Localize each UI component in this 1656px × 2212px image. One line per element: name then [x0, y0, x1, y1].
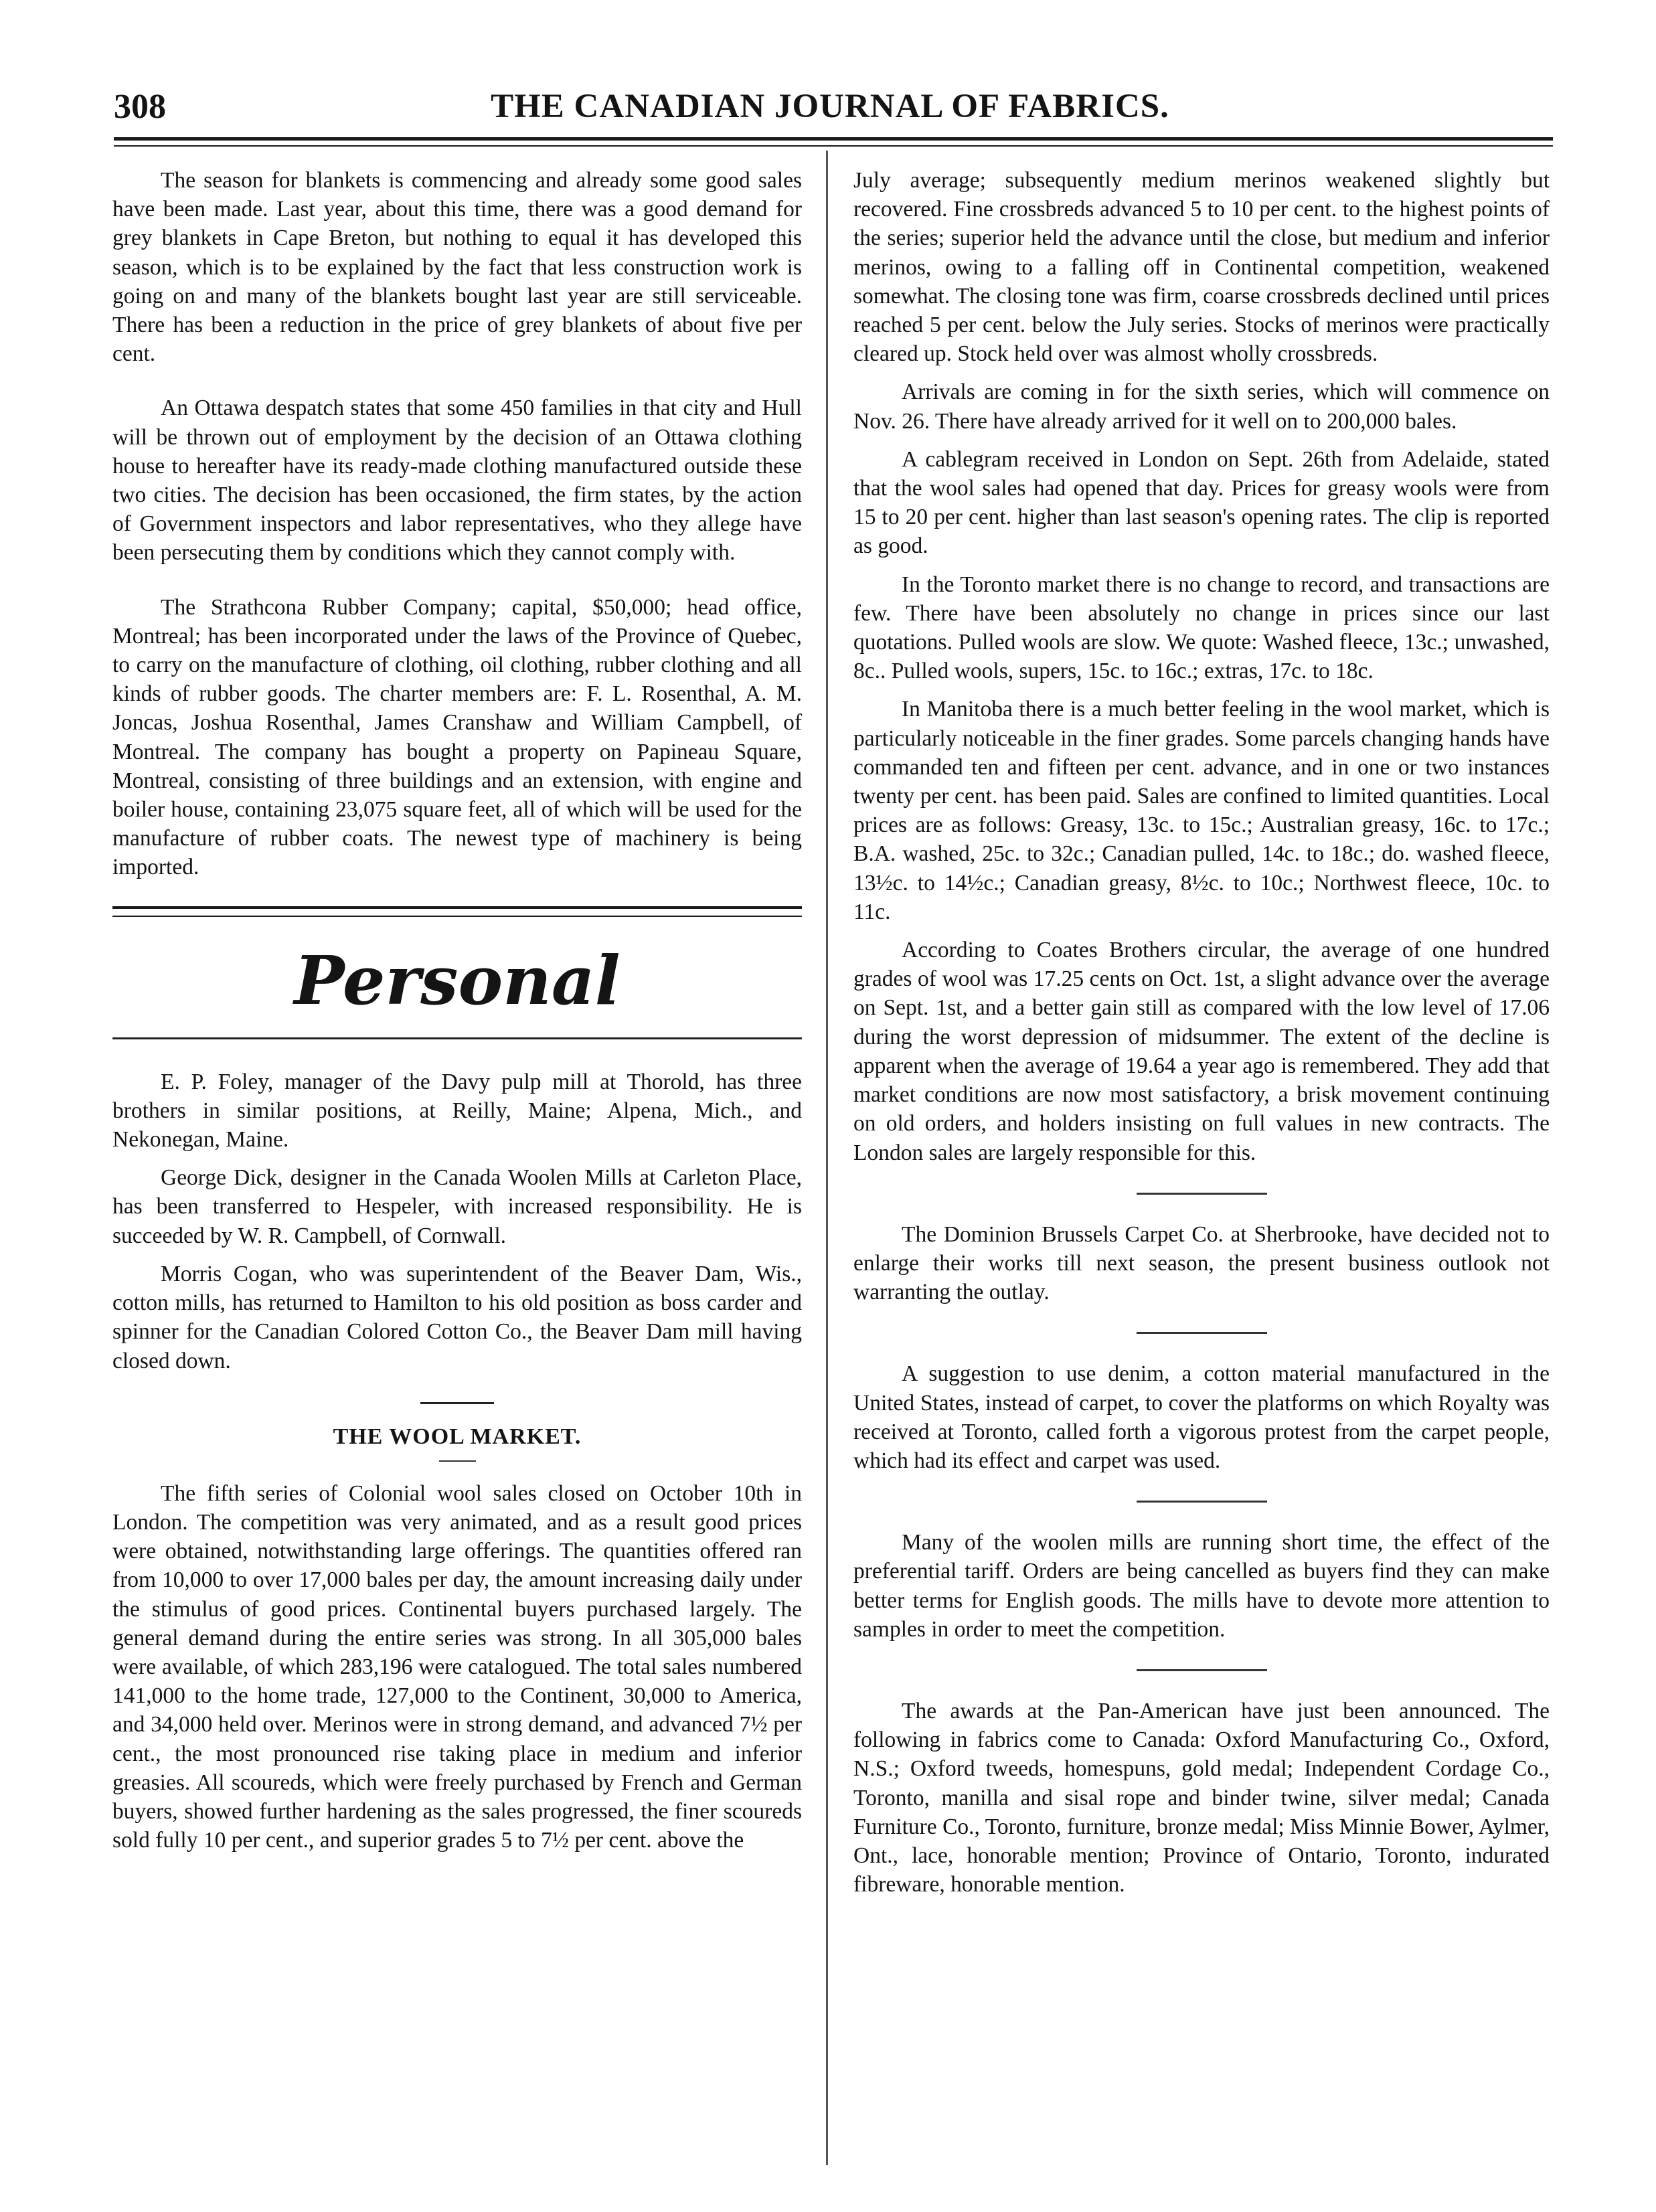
page-number: 308 [114, 88, 166, 126]
wool-market-continued-paragraph: A cablegram received in London on Sept. 26th from Adelaide, stated that the wool sales had opened that day. Prices for greasy wools were from 15 to 20 per cent. higher than last season's opening rates. The clip is reported as good. [853, 446, 1550, 559]
left-column [112, 166, 802, 1855]
wool-market-paragraph: The fifth series of Colonial wool sales closed on October 10th in London. The competition was very animated, and as a result good prices were obtained, notwithstanding large offerings. The quantities offered ran from 10,000 to over 17,000 bales per day, the amount increasing daily under the stimulus of good prices. Continental buyers purchased largely. The general demand during the entire series was strong. In all 305,000 bales were available, of which 283,196 were catalogued. The total sales numbered 141,000 to the home trade, 127,000 to the Continent, 30,000 to America, and 34,000 held over. Merinos were in strong demand, and advanced 7½ per cent., the most pronounced rise taking place in medium and inferior greasies. All scoureds, which were freely purchased by French and German buyers, showed further hardening as the sales progressed, the finer scoureds sold fully 10 per cent., and superior grades 5 to 7½ per cent. above the [112, 1480, 802, 1853]
right-column [853, 166, 1550, 1899]
wool-market-heading: THE WOOL MARKET. [333, 1424, 582, 1449]
personal-item: E. P. Foley, manager of the Davy pulp mill at Thorold, has three brothers in similar positions, at Reilly, Maine; Alpena, Mich., and Nekonegan, Maine. [112, 1069, 802, 1153]
blankets-paragraph: The season for blankets is commencing and already some good sales have been made. Last year, about this time, there was a good demand for grey blankets in Cape Breton, but nothing to equal it has developed this season, which is to be explained by the fact that less construction work is going on and many of the blankets bought last year are still serviceable. There has been a reduction in the price of grey blankets of about five per cent. [112, 168, 802, 367]
news-item: The Dominion Brussels Carpet Co. at Sherbrooke, have decided not to enlarge their works till next season, the present business outlook not warranting the outlay. [853, 1221, 1550, 1305]
wool-market-continued-paragraph: In the Toronto market there is no change to record, and transactions are few. There have been absolutely no change in prices since our last quotations. Pulled wools are slow. We quote: Washed fleece, 13c.; unwashed, 8c.. Pulled wools, supers, 15c. to 16c.; extras, 17c. to 18c. [853, 572, 1550, 684]
item-separator-rule [1137, 1669, 1267, 1671]
item-separator-rule [1137, 1332, 1267, 1334]
news-item: A suggestion to use denim, a cotton material manufactured in the United States, instead of carpet, to cover the platforms on which Royalty was received at Toronto, called forth a vigorous protest from the carpet people, which had its effect and carpet was used. [853, 1361, 1550, 1473]
ottawa-despatch-paragraph: An Ottawa despatch states that some 450 families in that city and Hull will be thrown out of employment by the decision of an Ottawa clothing house to hereafter have its ready-made clothing manufactured outside these two cities. The decision has been occasioned, the firm states, by the action of Government inspectors and labor representatives, who they allege have been persecuting them by conditions which they cannot comply with. [112, 396, 802, 566]
section-short-rule [420, 1402, 494, 1404]
strathcona-rubber-paragraph: The Strathcona Rubber Company; capital, $50,000; head office, Montreal; has been incorporated under the laws of the Province of Quebec, to carry on the manufacture of clothing, oil clothing, rubber clothing and all kinds of rubber goods. The charter members are: F. L. Rosenthal, A. M. Joncas, Joshua Rosenthal, James Cranshaw and William Campbell, of Montreal. The company has bought a property on Papineau Square, Montreal, consisting of three buildings and an extension, with engine and boiler house, containing 23,075 square feet, all of which will be used for the manufacture of rubber coats. The newest type of machinery is being imported. [112, 594, 802, 880]
wool-market-continued-paragraph: According to Coates Brothers circular, the average of one hundred grades of wool was 17.25 cents on Oct. 1st, a slight advance over the average on Sept. 1st, and a better gain still as compared with the low level of 17.06 during the worst depression of midsummer. The extent of the decline is apparent when the average of 19.64 a year ago is remembered. They add that market conditions are now most satisfactory, a brisk movement continuing on old orders, and holders insisting on full values in new contracts. The London sales are largely responsible for this. [853, 938, 1550, 1165]
wool-market-continued-paragraph: In Manitoba there is a much better feeling in the wool market, which is particularly noticeable in the finer grades. Some parcels changing hands have commanded ten and fifteen per cent. advance, and in one or two instances twenty per cent. has been paid. Sales are confined to limited quantities. Local prices are as follows: Greasy, 13c. to 15c.; Australian greasy, 16c. to 17c.; B.A. washed, 25c. to 32c.; Canadian pulled, 14c. to 18c.; do. washed fleece, 13½c. to 14½c.; Canadian greasy, 8½c. to 10c.; Northwest fleece, 10c. to 11c. [853, 697, 1550, 924]
personal-item: George Dick, designer in the Canada Woolen Mills at Carleton Place, has been transferred to Hespeler, with increased responsibility. He is succeeded by W. R. Campbell, of Cornwall. [112, 1165, 802, 1248]
column-divider [826, 151, 828, 2165]
news-item: Many of the woolen mills are running short time, the effect of the preferential tariff. Orders are being cancelled as buyers find they can make better terms for English goods. The mills have to devote more attention to samples in order to meet the competition. [853, 1530, 1550, 1642]
personal-heading-rule [112, 1037, 802, 1039]
personal-heading: Personal [294, 940, 620, 1020]
wool-market-continued-paragraph: July average; subsequently medium merinos weakened slightly but recovered. Fine crossbreds advanced 5 to 10 per cent. to the highest points of the series; superior held the advance until the close, but medium and inferior merinos, owing to a falling off in Continental competition, weakened somewhat. The closing tone was firm, coarse crossbreds declined until prices reached 5 per cent. below the July series. Stocks of merinos were practically cleared up. Stock held over was almost wholly crossbreds. [853, 168, 1550, 367]
news-item: The awards at the Pan-American have just been announced. The following in fabrics come to Canada: Oxford Manufacturing Co., Oxford, N.S.; Oxford tweeds, homespuns, gold medal; Independent Cordage Co., Toronto, manilla and sisal rope and binder twine, silver medal; Canada Furniture Co., Toronto, furniture, bronze medal; Miss Minnie Bower, Aylmer, Ont., lace, honorable mention; Province of Ontario, Toronto, indurated fibreware, honorable mention. [853, 1698, 1550, 1897]
heading-tiny-rule [439, 1460, 476, 1462]
section-double-rule [112, 906, 802, 917]
header-rule [114, 137, 1553, 147]
personal-item: Morris Cogan, who was superintendent of the Beaver Dam, Wis., cotton mills, has returned to Hamilton to his old position as boss carder and spinner for the Canadian Colored Cotton Co., the Beaver Dam mill having closed down. [112, 1261, 802, 1373]
page-header [114, 87, 1546, 134]
journal-title: THE CANADIAN JOURNAL OF FABRICS. [491, 88, 1169, 125]
wool-market-continued-paragraph: Arrivals are coming in for the sixth series, which will commence on Nov. 26. There have already arrived for it well on to 200,000 bales. [853, 379, 1550, 434]
item-separator-rule [1137, 1501, 1267, 1503]
item-separator-rule [1137, 1193, 1267, 1195]
